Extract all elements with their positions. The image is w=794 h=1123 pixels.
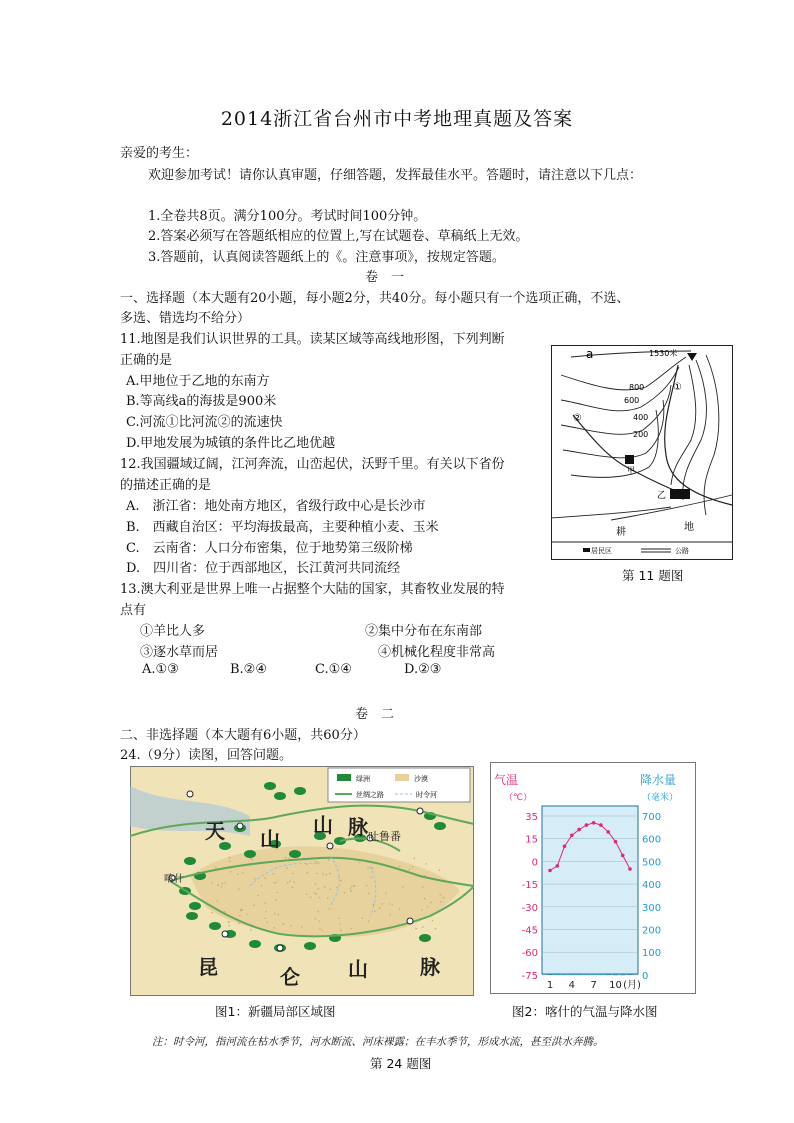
desert-dot [229, 860, 231, 862]
desert-dot [430, 902, 432, 904]
right-tick-label: 0 [642, 970, 649, 982]
desert-dot [422, 926, 424, 928]
legend-residence-icon [583, 548, 590, 552]
desert-dot [412, 866, 414, 868]
desert-dot [240, 910, 242, 912]
legend-oasis-icon [337, 774, 351, 781]
legend-road-label: 丝绸之路 [356, 791, 384, 799]
fig11-caption: 第 11 题图 [622, 568, 684, 583]
desert-dot [301, 926, 303, 928]
right-tick-label: 200 [642, 925, 662, 937]
desert-dot [440, 901, 442, 903]
desert-dot [229, 857, 231, 859]
desert-dot [350, 888, 352, 890]
label-shan: 山 [260, 827, 280, 851]
desert-dot [443, 897, 445, 899]
precip-bar [613, 975, 618, 976]
temp-point [614, 840, 618, 844]
desert-dot [239, 915, 241, 917]
legend-residence-label: 居民区 [591, 547, 612, 555]
desert-dot [372, 868, 374, 870]
yi-label: 乙 [657, 491, 667, 501]
contour-map [551, 345, 733, 560]
desert-dot [328, 859, 330, 861]
label-kun: 昆 [198, 955, 218, 979]
city-marker [237, 823, 243, 829]
city-marker [417, 808, 423, 814]
q12-option-d: D. 四川省：位于西部地区，长江黄河共同流经 [126, 561, 401, 576]
oasis-patch [264, 782, 276, 790]
desert-dot [306, 872, 308, 874]
intro-text: 欢迎参加考试！请你认真审题，仔细答题，发挥最佳水平。答题时，请注意以下几点： [148, 168, 643, 183]
desert-dot [218, 884, 220, 886]
desert-dot [435, 928, 437, 930]
precip-bar [620, 975, 625, 976]
q11-option-b: B.等高线a的海拔是900米 [126, 394, 277, 409]
precip-bar [584, 974, 589, 975]
desert-dot [339, 923, 341, 925]
city-marker [222, 931, 228, 937]
precip-bar [577, 974, 582, 975]
desert-dot [283, 923, 285, 925]
yi-settlement [670, 489, 690, 499]
desert-dot [292, 887, 294, 889]
desert-dot [329, 873, 331, 875]
desert-dot [315, 918, 317, 920]
desert-dot [432, 920, 434, 922]
q13-choice-d: D.②③ [404, 662, 442, 677]
desert-dot [290, 925, 292, 927]
section1-instructions-2: 多选、错选均不给分） [120, 311, 251, 326]
precip-bar [606, 974, 611, 975]
temp-point [606, 830, 610, 834]
right-axis-title: 降水量 [640, 773, 677, 787]
desert-dot [389, 903, 391, 905]
desert-dot [276, 892, 278, 894]
x-tick-label: 7 [590, 980, 597, 991]
left-tick-label: -75 [521, 970, 538, 982]
desert-dot [338, 918, 340, 920]
desert-dot [215, 867, 217, 869]
oasis-patch [186, 912, 198, 920]
precip-bar [562, 974, 567, 975]
oasis-patch [289, 850, 301, 858]
temp-point [556, 864, 560, 868]
oasis-patch [184, 857, 196, 865]
notice-1: 1.全卷共8页。满分100分。考试时间100分钟。 [148, 209, 427, 224]
desert-dot [370, 876, 372, 878]
desert-dot [373, 904, 375, 906]
desert-dot [285, 857, 287, 859]
desert-dot [374, 911, 376, 913]
desert-dot [379, 908, 381, 910]
desert-dot [340, 929, 342, 931]
desert-dot [399, 908, 401, 910]
temp-point [548, 869, 552, 873]
desert-dot [421, 909, 423, 911]
x-tick-label: 10 [609, 980, 622, 991]
map-legend [328, 768, 470, 802]
fig24-caption: 第 24 题图 [370, 1056, 432, 1071]
oasis-patch [189, 902, 201, 910]
contour-a-label: a [586, 347, 594, 361]
right-tick-label: 300 [642, 902, 662, 914]
desert-dot [310, 897, 312, 899]
q12-stem: 12.我国疆域辽阔，江河奔流，山峦起伏，沃野千里。有关以下省份 [120, 457, 505, 472]
q13-item-1: ①羊比人多 [140, 624, 206, 639]
desert-dot [314, 892, 316, 894]
desert-dot [242, 872, 244, 874]
desert-dot [415, 928, 417, 930]
desert-dot [265, 911, 267, 913]
oasis-patch [274, 792, 286, 800]
legend-road-label: 公路 [675, 547, 689, 555]
q13-item-3: ③逐水草而居 [140, 645, 219, 660]
desert-dot [315, 884, 317, 886]
right-tick-label: 400 [642, 880, 662, 892]
right-tick-label: 600 [642, 834, 662, 846]
temp-point [577, 828, 581, 832]
city-marker [187, 791, 193, 797]
q11-stem: 11.地图是我们认识世界的工具。读某区域等高线地形图，下列判断 [120, 332, 505, 347]
label-tian: 天 [205, 819, 225, 843]
desert-dot [237, 874, 239, 876]
label-mai: 脉 [348, 815, 368, 839]
desert-dot [225, 882, 227, 884]
city-marker [407, 918, 413, 924]
left-axis-title: 气温 [494, 773, 519, 787]
left-tick-label: -45 [521, 925, 538, 937]
xinjiang-map-figure [130, 766, 474, 996]
desert-dot [422, 886, 424, 888]
peak-label: 1530米 [649, 349, 678, 358]
left-tick-label: -60 [521, 948, 538, 960]
q13-item-2: ②集中分布在东南部 [365, 624, 483, 639]
desert-dot [344, 892, 346, 894]
field-label-2: 地 [684, 522, 694, 533]
q13-choice-a: A.①③ [142, 662, 179, 677]
desert-dot [267, 922, 269, 924]
desert-dot [321, 930, 323, 932]
desert-dot [315, 861, 317, 863]
desert-dot [224, 911, 226, 913]
desert-dot [254, 878, 256, 880]
label-lun: 仑 [280, 965, 300, 989]
precip-bar [548, 974, 553, 975]
oasis-patch [219, 842, 231, 850]
desert-dot [367, 867, 369, 869]
oasis-patch [304, 942, 316, 950]
x-tick-label: (月) [623, 980, 641, 991]
desert-dot [287, 882, 289, 884]
desert-dot [319, 928, 321, 930]
desert-dot [317, 888, 319, 890]
desert-dot [276, 899, 278, 901]
contour-label-400: 400 [633, 413, 649, 422]
city-marker [277, 945, 283, 951]
precip-bar [591, 974, 596, 975]
desert-dot [250, 858, 252, 860]
desert-dot [427, 906, 429, 908]
oasis-patch [434, 822, 446, 830]
desert-dot [402, 886, 404, 888]
precip-bar [569, 974, 574, 975]
section1-instructions: 一、选择题（本大题有20小题，每小题2分，共40分。每小题只有一个选项正确，不选、 [120, 291, 630, 306]
temp-point [592, 821, 596, 825]
left-tick-label: 15 [525, 834, 538, 846]
desert-dot [306, 893, 308, 895]
desert-dot [336, 887, 338, 889]
q13-choice-c: C.①④ [315, 662, 352, 677]
temp-point [563, 845, 567, 849]
desert-dot [329, 908, 331, 910]
contour-label-600: 600 [624, 396, 640, 405]
desert-dot [228, 925, 230, 927]
desert-dot [366, 885, 368, 887]
desert-dot [368, 893, 370, 895]
temp-point [570, 834, 574, 838]
desert-dot [286, 867, 288, 869]
label-kashgar: 喀什 [164, 874, 184, 885]
oasis-patch [294, 787, 306, 795]
desert-dot [253, 905, 255, 907]
q11-stem-2: 正确的是 [120, 353, 173, 368]
q13-item-4: ④机械化程度非常高 [378, 645, 496, 660]
left-tick-label: 35 [525, 812, 538, 823]
desert-dot [238, 923, 240, 925]
right-axis-unit: （毫米） [642, 793, 679, 803]
climate-chart-figure [490, 762, 696, 994]
desert-dot [385, 892, 387, 894]
right-tick-label: 100 [642, 948, 662, 960]
desert-dot [216, 900, 218, 902]
footnote: 注：时令河，指河流在枯水季节，河水断流、河床裸露；在丰水季节，形成水流，甚至洪水奔腾。 [152, 1036, 604, 1048]
desert-dot [330, 889, 332, 891]
desert-dot [440, 894, 442, 896]
desert-dot [319, 897, 321, 899]
desert-dot [389, 914, 391, 916]
plot-area [542, 806, 638, 974]
desert-dot [414, 857, 416, 859]
q11-option-a: A.甲地位于乙地的东南方 [126, 374, 270, 389]
q13-stem: 13.澳大利亚是世界上唯一占据整个大陆的国家，其畜牧业发展的特 [120, 582, 505, 597]
q12-option-c: C. 云南省：人口分布密集，位于地势第三级阶梯 [126, 541, 413, 556]
desert-dot [211, 882, 213, 884]
desert-dot [265, 877, 267, 879]
desert-dot [274, 882, 276, 884]
q12-option-a: A. 浙江省：地处南方地区，省级行政中心是长沙市 [126, 499, 426, 514]
contour-label-800: 800 [629, 383, 645, 392]
desert-dot [276, 882, 278, 884]
desert-dot [289, 857, 291, 859]
label-shan-2: 山 [313, 813, 333, 837]
q13-choice-b: B.②④ [230, 662, 267, 677]
river-2-label: ② [573, 413, 582, 424]
desert-dot [273, 873, 275, 875]
desert-dot [317, 862, 319, 864]
desert-dot [391, 904, 393, 906]
temp-point [599, 823, 603, 827]
q12-option-b: B. 西藏自治区：平均海拔最高，主要种植小麦、玉米 [126, 520, 439, 535]
contour-map-figure [551, 345, 733, 560]
jia-settlement [625, 455, 634, 464]
right-tick-label: 700 [642, 812, 662, 823]
precip-bar [555, 974, 560, 975]
climate-chart [490, 762, 696, 994]
desert-dot [381, 903, 383, 905]
desert-dot [350, 928, 352, 930]
desert-dot [351, 886, 353, 888]
desert-dot [341, 880, 343, 882]
desert-dot [264, 918, 266, 920]
desert-dot [238, 889, 240, 891]
left-tick-label: -30 [521, 902, 538, 914]
desert-dot [252, 859, 254, 861]
legend-desert-label: 沙漠 [414, 775, 428, 783]
right-tick-label: 500 [642, 857, 662, 869]
q11-option-d: D.甲地发展为城镇的条件比乙地优越 [126, 436, 336, 451]
desert-dot [368, 920, 370, 922]
notice-3: 3.答题前，认真阅读答题纸上的《。注意事项》，按规定答题。 [148, 250, 505, 265]
temp-point [628, 867, 632, 871]
desert-dot [409, 869, 411, 871]
desert-dot [278, 914, 280, 916]
desert-dot [399, 865, 401, 867]
city-marker [327, 843, 333, 849]
desert-dot [326, 874, 328, 876]
jia-label: 甲 [627, 466, 635, 475]
chart-caption: 图2：喀什的气温与降水图 [512, 1004, 658, 1019]
legend-river-label: 时令河 [416, 791, 437, 799]
legend-desert-icon [395, 774, 409, 781]
left-tick-label: -15 [521, 880, 538, 892]
notice-2: 2.答案必须写在答题纸相应的位置上,写在试题卷、草稿纸上无效。 [148, 229, 529, 244]
field-label-1: 耕 [616, 527, 626, 538]
desert-dot [350, 890, 352, 892]
desert-dot [246, 913, 248, 915]
contour-label-200: 200 [633, 430, 649, 439]
desert-dot [424, 898, 426, 900]
desert-dot [425, 863, 427, 865]
q11-option-c: C.河流①比河流②的流速快 [126, 415, 283, 430]
oasis-patch [249, 940, 261, 948]
precip-bar [598, 974, 603, 975]
desert-dot [261, 885, 263, 887]
x-tick-label: 1 [546, 980, 554, 991]
desert-dot [353, 885, 355, 887]
desert-dot [241, 908, 243, 910]
q24-stem: 24.（9分）读图，回答问题。 [120, 748, 292, 763]
section2-instructions: 二、非选择题（本大题有6小题，共60分） [120, 728, 366, 743]
desert-dot [274, 913, 276, 915]
desert-dot [294, 882, 296, 884]
left-tick-label: 0 [531, 857, 538, 869]
desert-dot [359, 862, 361, 864]
desert-dot [250, 929, 252, 931]
desert-dot [316, 873, 318, 875]
xinjiang-map [130, 766, 474, 996]
q13-stem-2: 点有 [120, 603, 147, 618]
river-1-label: ① [673, 382, 682, 393]
desert-dot [230, 871, 232, 873]
label-turpan: 吐鲁番 [368, 830, 401, 843]
desert-dot [228, 921, 230, 923]
desert-dot [289, 880, 291, 882]
left-axis-unit: （℃） [504, 793, 533, 803]
map1-caption: 图1：新疆局部区域图 [215, 1004, 336, 1019]
desert-dot [322, 873, 324, 875]
x-tick-label: 4 [568, 980, 576, 991]
oasis-patch [419, 934, 431, 942]
legend-oasis-label: 绿洲 [356, 775, 370, 783]
temp-point [585, 823, 589, 827]
desert-dot [318, 911, 320, 913]
label-shan-3: 山 [348, 957, 368, 981]
desert-dot [362, 917, 364, 919]
q12-stem-2: 的描述正确的是 [120, 478, 212, 493]
desert-dot [211, 912, 213, 914]
greeting: 亲爱的考生： [120, 146, 199, 161]
desert-dot [222, 883, 224, 885]
desert-dot [324, 886, 326, 888]
desert-dot [319, 921, 321, 923]
desert-dot [327, 897, 329, 899]
desert-dot [292, 873, 294, 875]
oasis-patch [209, 922, 221, 930]
page-title: 2014浙江省台州市中考地理真题及答案 [220, 108, 574, 130]
precip-bar [628, 974, 633, 975]
temp-point [621, 854, 625, 858]
desert-dot [221, 886, 223, 888]
label-mai-2: 脉 [420, 955, 440, 979]
oasis-patch [244, 850, 256, 858]
desert-dot [439, 869, 441, 871]
desert-dot [257, 895, 259, 897]
section2-title: 卷 二 [355, 707, 395, 722]
desert-dot [264, 902, 266, 904]
section1-title: 卷 一 [365, 270, 405, 285]
desert-dot [273, 927, 275, 929]
